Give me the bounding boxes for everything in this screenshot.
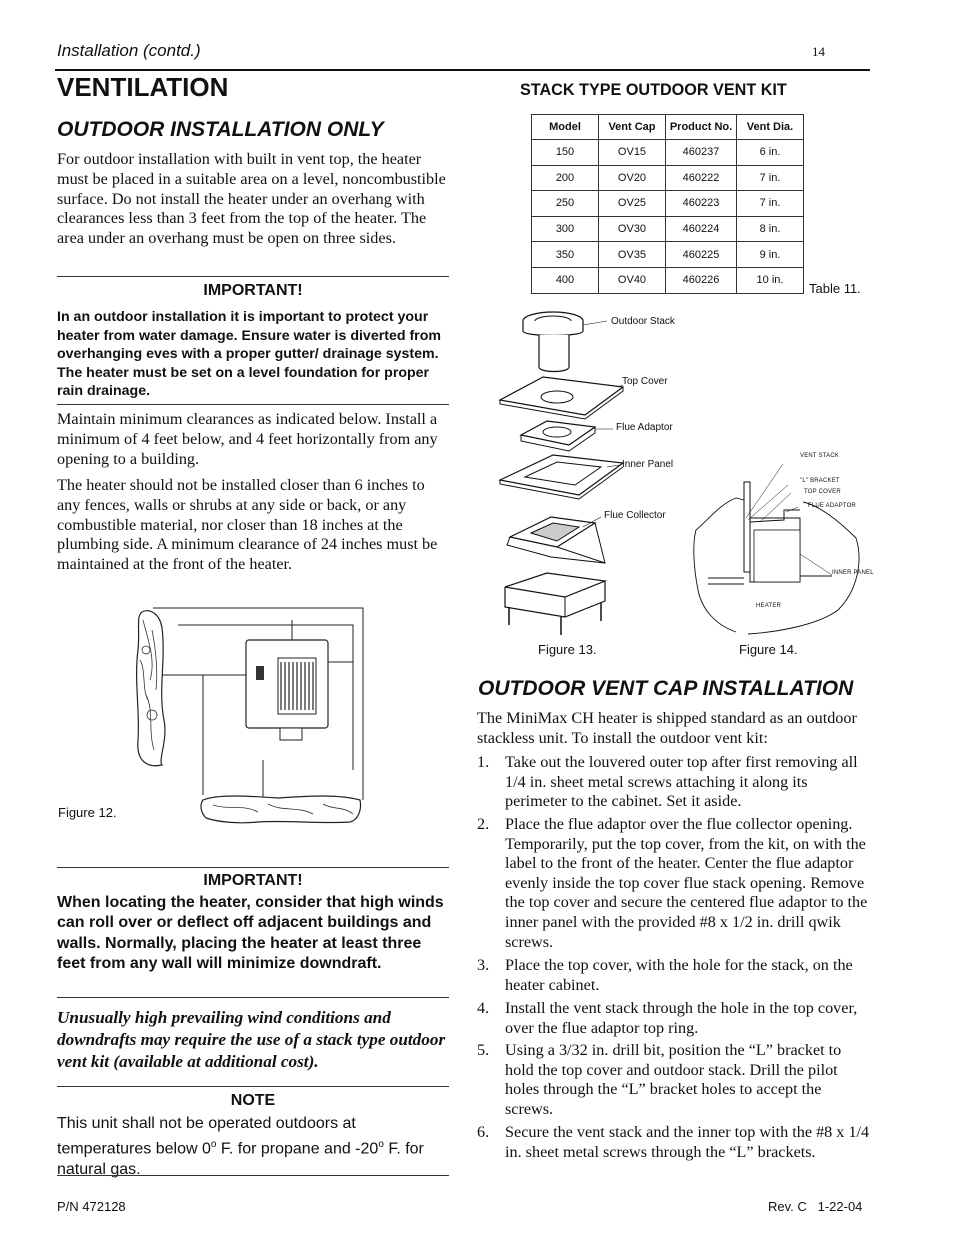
table-row bbox=[532, 267, 804, 293]
part-number: P/N 472128 bbox=[57, 1199, 126, 1214]
table-caption: Table 11. bbox=[809, 281, 861, 296]
step-number: 2. bbox=[477, 815, 490, 833]
table-cell: OV15 bbox=[599, 140, 666, 166]
page-number: 14 bbox=[812, 44, 825, 59]
instruction-step-4 bbox=[477, 999, 872, 1038]
figure-12-clearance-diagram bbox=[128, 600, 378, 830]
note-text: F. for propane and -20 bbox=[216, 1140, 379, 1158]
label-top-cover: Top Cover bbox=[622, 376, 668, 387]
table-cell: 9 in. bbox=[737, 242, 804, 268]
table-cell: 150 bbox=[532, 140, 599, 166]
label-vent-stack: VENT STACK bbox=[800, 453, 840, 459]
note-text: F. for natural gas. bbox=[57, 1140, 424, 1179]
degree-mark: o bbox=[210, 1139, 217, 1150]
table-header-row bbox=[532, 115, 804, 140]
section-header: Installation (contd.) bbox=[57, 41, 201, 60]
table-cell: 460226 bbox=[666, 267, 737, 293]
table-cell: 6 in. bbox=[737, 140, 804, 166]
section-title-ventcap: OUTDOOR VENT CAP INSTALLATION bbox=[478, 677, 854, 700]
table-cell: OV40 bbox=[599, 267, 666, 293]
table-cell: 300 bbox=[532, 216, 599, 242]
figure-14-cross-section bbox=[688, 450, 870, 640]
label-flue-collector: Flue Collector bbox=[604, 510, 666, 521]
clearance-paragraph-2: The heater should not be installed closer than 6 inches to any fences, walls or shrubs at any side or back, or any combustible material, nor closer than 18 inches at the plumbing side. A minimum clearance of 24 inches must be maintained at the front of the heater. bbox=[57, 476, 438, 574]
table-row bbox=[532, 242, 804, 268]
table-cell: 460237 bbox=[666, 140, 737, 166]
table-cell: 460224 bbox=[666, 216, 737, 242]
instruction-step-2 bbox=[477, 815, 872, 952]
table-cell: 460222 bbox=[666, 165, 737, 191]
table-cell: 250 bbox=[532, 191, 599, 217]
page-title: VENTILATION bbox=[57, 72, 229, 102]
table-cell: 10 in. bbox=[737, 267, 804, 293]
step-number: 4. bbox=[477, 999, 490, 1017]
step-text: Secure the vent stack and the inner top with the #8 x 1/4 in. sheet metal screws through the “L” brackets. bbox=[505, 1123, 870, 1161]
column-header: Product No. bbox=[666, 115, 737, 140]
column-header: Vent Dia. bbox=[737, 115, 804, 140]
label-heater: HEATER bbox=[756, 603, 782, 609]
label-inner-panel: Inner Panel bbox=[622, 459, 674, 470]
step-number: 6. bbox=[477, 1123, 490, 1141]
label-flue-adaptor: FLUE ADAPTOR bbox=[808, 503, 856, 509]
label-inner-panel: INNER PANEL bbox=[832, 570, 874, 576]
figure-13-caption: Figure 13. bbox=[538, 642, 597, 657]
step-number: 5. bbox=[477, 1041, 490, 1059]
clearance-paragraph-1: Maintain minimum clearances as indicated below. Install a minimum of 4 feet below, and 4 feet horizontally from any opening to a building. bbox=[57, 410, 438, 468]
vent-kit-table bbox=[531, 114, 804, 294]
divider bbox=[57, 867, 449, 868]
table-cell: 460223 bbox=[666, 191, 737, 217]
note-text: This unit shall not be operated outdoors at temperatures below 0 bbox=[57, 1115, 356, 1158]
table-cell: 400 bbox=[532, 267, 599, 293]
figure-13-exploded-view bbox=[495, 305, 720, 645]
degree-mark: o bbox=[378, 1139, 384, 1150]
table-cell: 7 in. bbox=[737, 191, 804, 217]
label-l-bracket: "L" BRACKET bbox=[800, 478, 840, 484]
figure-14-caption: Figure 14. bbox=[739, 642, 798, 657]
note-body bbox=[57, 1113, 449, 1180]
label-outdoor-stack: Outdoor Stack bbox=[611, 316, 675, 327]
header-rule bbox=[55, 69, 870, 71]
note-title: NOTE bbox=[230, 1092, 276, 1109]
table-row bbox=[532, 191, 804, 217]
revision: Rev. C 1-22-04 bbox=[768, 1199, 863, 1214]
ventcap-intro: The MiniMax CH heater is shipped standard as an outdoor stackless unit. To install the outdoor vent kit: bbox=[477, 709, 857, 747]
instruction-step-6 bbox=[477, 1123, 872, 1162]
step-text: Place the top cover, with the hole for the stack, on the heater cabinet. bbox=[505, 956, 853, 994]
instruction-step-3 bbox=[477, 956, 872, 995]
divider bbox=[57, 404, 449, 405]
table-cell: 350 bbox=[532, 242, 599, 268]
step-text: Take out the louvered outer top after first removing all 1/4 in. sheet metal screws attaching it along its perimeter to the cabinet. Set it aside. bbox=[505, 753, 858, 811]
step-number: 3. bbox=[477, 956, 490, 974]
divider bbox=[57, 997, 449, 998]
instruction-step-1 bbox=[477, 753, 872, 812]
section-title-outdoor: OUTDOOR INSTALLATION ONLY bbox=[57, 118, 384, 141]
table-cell: 460225 bbox=[666, 242, 737, 268]
column-header: Vent Cap bbox=[599, 115, 666, 140]
important-title: IMPORTANT! bbox=[203, 872, 303, 889]
table-row bbox=[532, 140, 804, 166]
table-row bbox=[532, 165, 804, 191]
important-body: When locating the heater, consider that high winds can roll over or deflect off adjacent buildings and walls. Normally, placing the heater at least three feet from any wall will minimize downdraft. bbox=[57, 894, 444, 973]
important-title: IMPORTANT! bbox=[203, 282, 303, 299]
label-flue-adaptor: Flue Adaptor bbox=[616, 422, 673, 433]
important-body: In an outdoor installation it is important to protect your heater from water damage. Ensure water is diverted from overhanging eves with a proper gutter/ drainage system. The heater must be set on a level foundation for proper rain drainage. bbox=[57, 309, 441, 400]
table-cell: 200 bbox=[532, 165, 599, 191]
table-row bbox=[532, 216, 804, 242]
label-top-cover: TOP COVER bbox=[804, 489, 841, 495]
step-text: Using a 3/32 in. drill bit, position the “L” bracket to hold the top cover and outdoor stack. Drill the pilot holes through the “L” bracket holes to accept the screws. bbox=[505, 1041, 842, 1118]
vent-kit-title: STACK TYPE OUTDOOR VENT KIT bbox=[520, 81, 787, 99]
table-cell: 8 in. bbox=[737, 216, 804, 242]
intro-paragraph: For outdoor installation with built in vent top, the heater must be placed in a suitable area on a level, noncombustible surface. Do not install the heater under an overhang with clearances less than 3 feet from the top of the heater. The area under an overhang must be open on three sides. bbox=[57, 150, 446, 248]
step-number: 1. bbox=[477, 753, 490, 771]
table-cell: 7 in. bbox=[737, 165, 804, 191]
column-header: Model bbox=[532, 115, 599, 140]
wind-note: Unusually high prevailing wind conditions and downdrafts may require the use of a stack type outdoor vent kit (available at additional cost). bbox=[57, 1008, 446, 1071]
divider bbox=[57, 1086, 449, 1087]
figure-12-caption: Figure 12. bbox=[58, 805, 117, 820]
table-cell: OV20 bbox=[599, 165, 666, 191]
table-cell: OV30 bbox=[599, 216, 666, 242]
divider bbox=[57, 276, 449, 277]
divider bbox=[57, 1175, 449, 1176]
table-cell: OV35 bbox=[599, 242, 666, 268]
instruction-step-5 bbox=[477, 1041, 872, 1119]
step-text: Place the flue adaptor over the flue collector opening. Temporarily, put the top cover, from the kit, on with the label to the front of the heater. Center the flue adaptor evenly inside the top cover flue stack opening. Remove the top cover and secure the centered flue adaptor to the inner panel with the provided #8 x 1/2 in. drill qwik screws. bbox=[505, 815, 868, 951]
step-text: Install the vent stack through the hole in the top cover, over the flue adaptor top ring. bbox=[505, 999, 858, 1037]
table-cell: OV25 bbox=[599, 191, 666, 217]
